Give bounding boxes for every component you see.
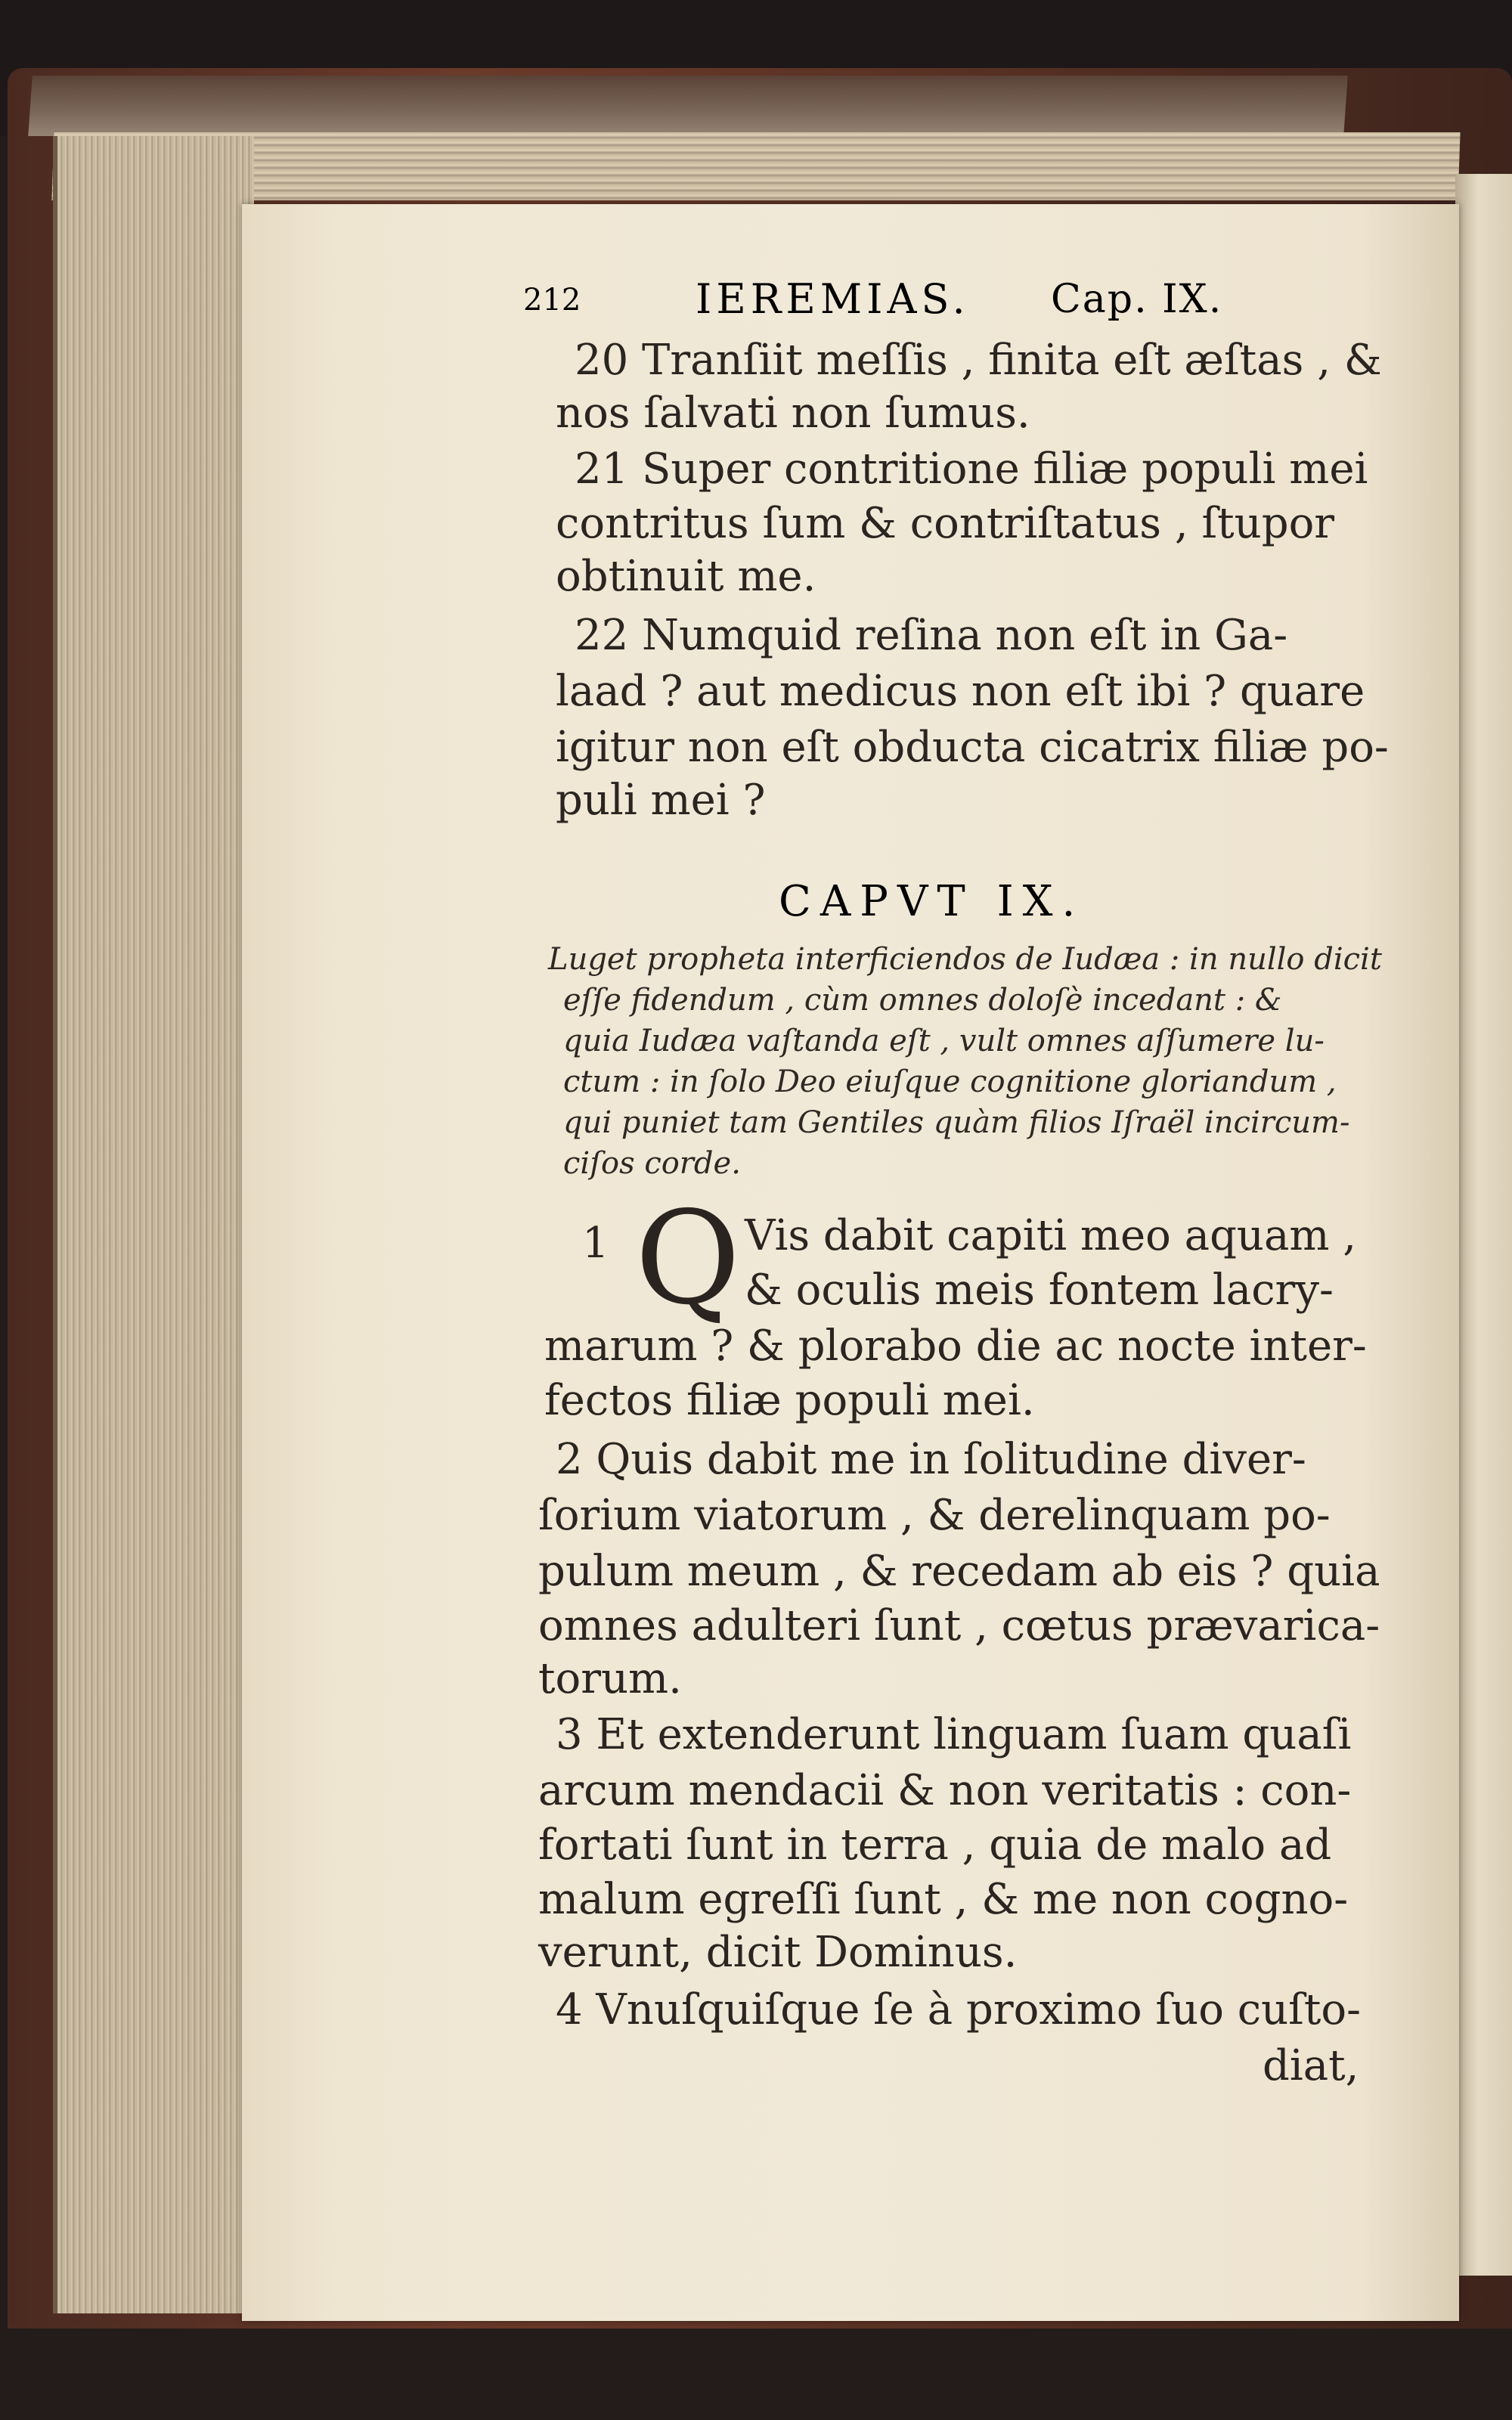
summary-line: Luget propheta interficiendos de Iudæa : in nullo dicit (548, 942, 1382, 977)
text-line: contritus ſum & contriſtatus , ſtupor (556, 499, 1335, 548)
text-line: & oculis meis fontem lacry- (745, 1266, 1334, 1315)
text-line: obtinuit me. (556, 552, 816, 601)
book-title: IEREMIAS. (696, 275, 970, 323)
background-bottom (0, 2329, 1512, 2420)
text-line: ſorium viatorum , & derelinquam po- (538, 1491, 1331, 1540)
text-line: malum egreſſi ſunt , & me non cogno- (538, 1875, 1349, 1924)
text-line: pulum meum , & recedam ab eis ? quia (538, 1547, 1380, 1596)
text-line: 20 Tranſiit meſſis , finita eſt æſtas , & (575, 336, 1382, 385)
drop-cap: Q (635, 1184, 741, 1334)
summary-line: quia Iudæa vaſtanda eſt , vult omnes aſſumere lu- (563, 1024, 1325, 1058)
text-line: Vis dabit capiti meo aquam , (745, 1211, 1357, 1260)
chapter-heading: CAPVT IX. (779, 877, 1085, 926)
summary-line: eſſe fidendum , cùm omnes doloſè incedant : & (563, 983, 1282, 1018)
page-edges-top (51, 132, 1460, 200)
verse-number: 1 (582, 1219, 609, 1268)
text-line: nos ſalvati non ſumus. (556, 389, 1030, 438)
text-line: arcum mendacii & non veritatis : con- (538, 1766, 1352, 1815)
text-line: 3 Et extenderunt linguam ſuam quaſi (556, 1710, 1352, 1759)
text-line: torum. (538, 1654, 682, 1703)
facing-page-edge (1455, 174, 1512, 2276)
text-line: marum ? & plorabo die ac nocte inter- (544, 1322, 1367, 1371)
page-number: 212 (523, 283, 581, 318)
text-line: omnes adulteri ſunt , cœtus prævarica- (538, 1601, 1380, 1650)
chapter-label: Cap. IX. (1051, 277, 1223, 322)
text-line: fortati ſunt in terra , quia de malo ad (538, 1820, 1332, 1870)
text-line: 22 Numquid reſina non eſt in Ga- (575, 611, 1288, 660)
text-line: 21 Super contritione filiæ populi mei (575, 445, 1368, 494)
page-edges-left (53, 136, 254, 2313)
book-cover-top (28, 76, 1348, 136)
text-line: puli mei ? (556, 776, 766, 825)
text-line: fectos filiæ populi mei. (544, 1376, 1035, 1425)
text-line: igitur non eſt obducta cicatrix filiæ po- (556, 723, 1389, 772)
text-line: 2 Quis dabit me in ſolitudine diver- (556, 1435, 1306, 1484)
catchword: diat, (1263, 2041, 1359, 2090)
summary-line: qui puniet tam Gentiles quàm filios Iſraël incircum- (563, 1105, 1350, 1140)
text-line: verunt, dicit Dominus. (538, 1928, 1018, 1977)
summary-line: ctum : in ſolo Deo eiuſque cognitione gloriandum , (563, 1064, 1337, 1099)
text-line: 4 Vnuſquiſque ſe à proximo ſuo cuſto- (556, 1985, 1362, 2034)
text-line: laad ? aut medicus non eſt ibi ? quare (556, 667, 1365, 716)
summary-line: ciſos corde. (563, 1146, 741, 1181)
